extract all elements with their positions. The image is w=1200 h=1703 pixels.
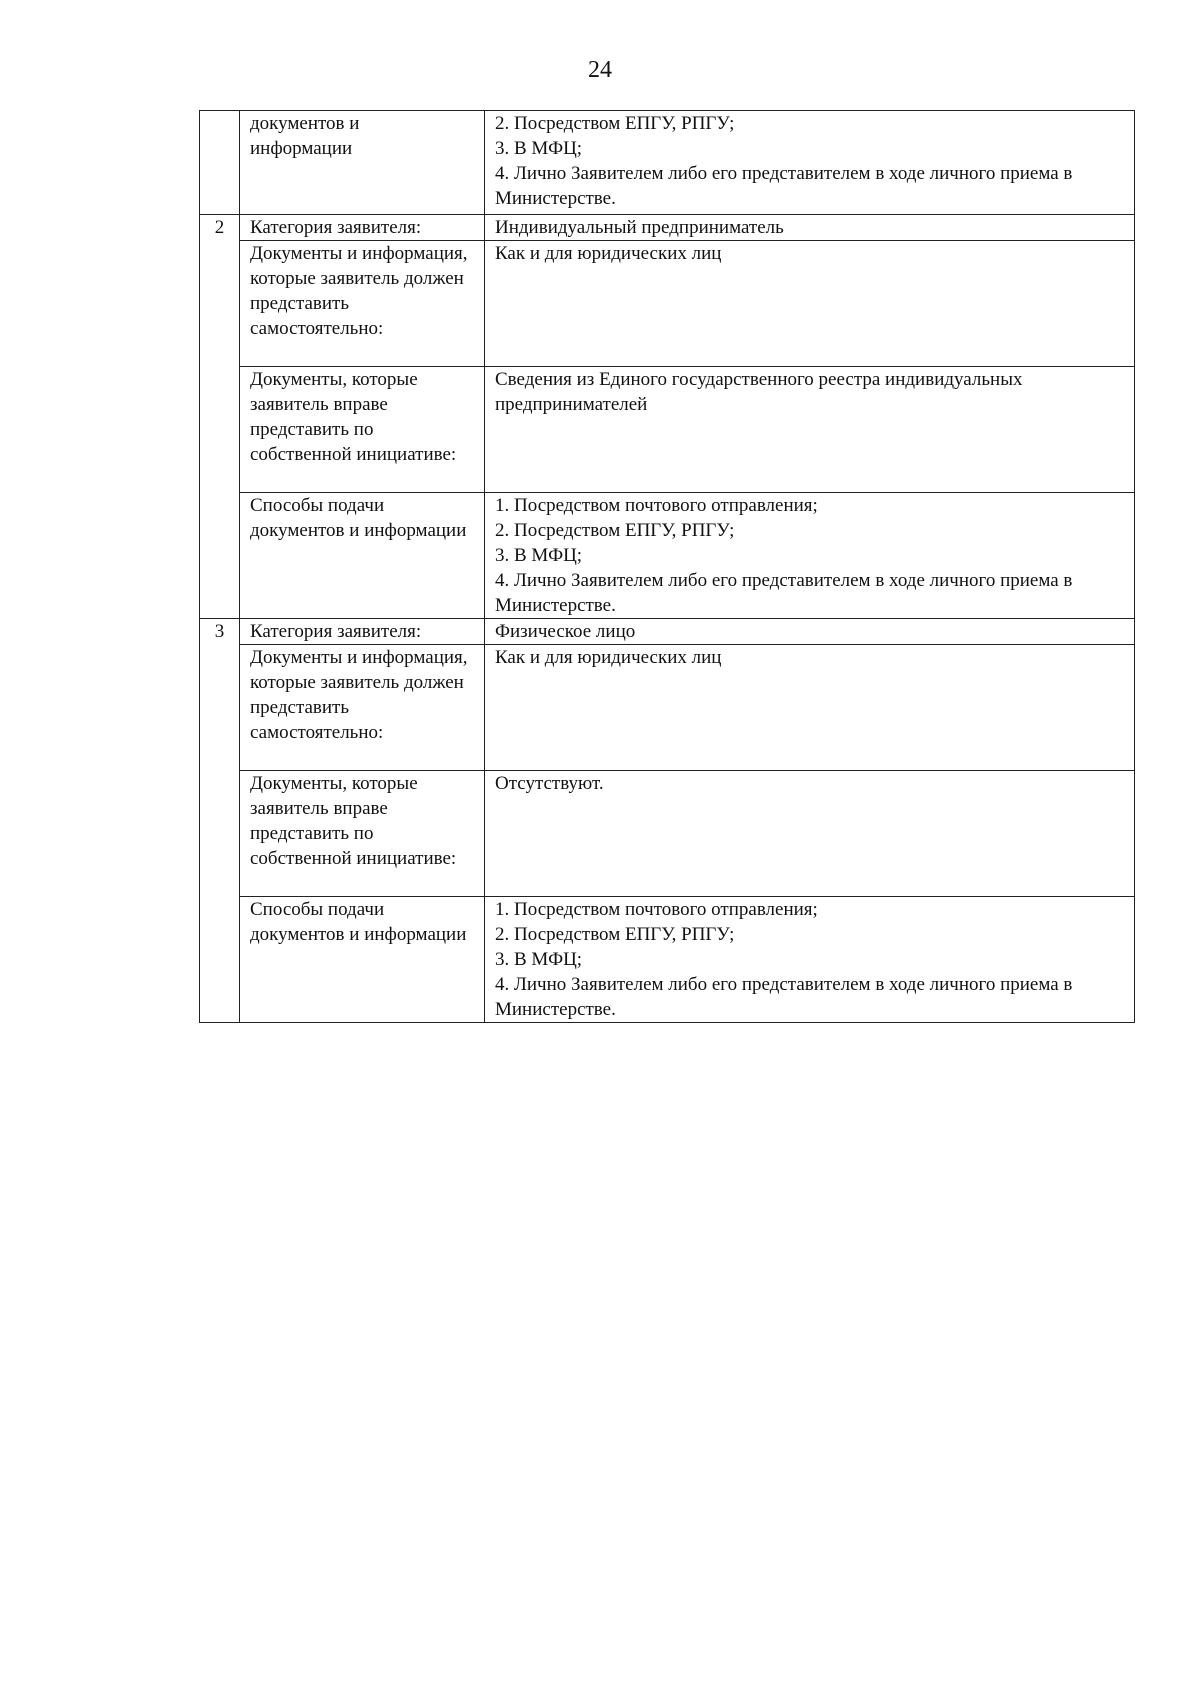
table-row-category [200, 215, 1135, 241]
row-number: 3 [200, 619, 240, 1023]
applicant-documents-table [199, 110, 1135, 1023]
category-value: Физическое лицо [485, 619, 1135, 645]
table-row-docs-optional [200, 771, 1135, 897]
submit-methods-label: Способы подачи документов и информации [240, 493, 485, 619]
category-label: Категория заявителя: [240, 619, 485, 645]
table-row-docs-required [200, 241, 1135, 367]
table-row-docs-required [200, 645, 1135, 771]
submit-methods-value-continued: 2. Посредством ЕПГУ, РПГУ; 3. В МФЦ; 4. Лично Заявителем либо его представителем в ходе личного приема в Министерстве. [485, 111, 1135, 215]
category-label: Категория заявителя: [240, 215, 485, 241]
category-value: Индивидуальный предприниматель [485, 215, 1135, 241]
table-row-continuation [200, 111, 1135, 215]
docs-optional-value: Сведения из Единого государственного реестра индивидуальных предпринимателей [485, 367, 1135, 493]
table-row-submit-methods [200, 897, 1135, 1023]
docs-required-value: Как и для юридических лиц [485, 645, 1135, 771]
docs-required-label: Документы и информация, которые заявитель должен представить самостоятельно: [240, 645, 485, 771]
docs-required-value: Как и для юридических лиц [485, 241, 1135, 367]
table-row-submit-methods [200, 493, 1135, 619]
page-number: 24 [588, 57, 612, 83]
docs-optional-label: Документы, которые заявитель вправе представить по собственной инициативе: [240, 367, 485, 493]
row-number-cell [200, 111, 240, 215]
row-number: 2 [200, 215, 240, 619]
table-row-docs-optional [200, 367, 1135, 493]
submit-methods-value: 1. Посредством почтового отправления; 2. Посредством ЕПГУ, РПГУ; 3. В МФЦ; 4. Лично Заявителем либо его представителем в ходе личного приема в Министерстве. [485, 493, 1135, 619]
submit-methods-label-continued: документов и информации [240, 111, 485, 215]
docs-required-label: Документы и информация, которые заявитель должен представить самостоятельно: [240, 241, 485, 367]
table-row-category [200, 619, 1135, 645]
docs-optional-label: Документы, которые заявитель вправе представить по собственной инициативе: [240, 771, 485, 897]
submit-methods-value: 1. Посредством почтового отправления; 2. Посредством ЕПГУ, РПГУ; 3. В МФЦ; 4. Лично Заявителем либо его представителем в ходе личного приема в Министерстве. [485, 897, 1135, 1023]
docs-optional-value: Отсутствуют. [485, 771, 1135, 897]
submit-methods-label: Способы подачи документов и информации [240, 897, 485, 1023]
